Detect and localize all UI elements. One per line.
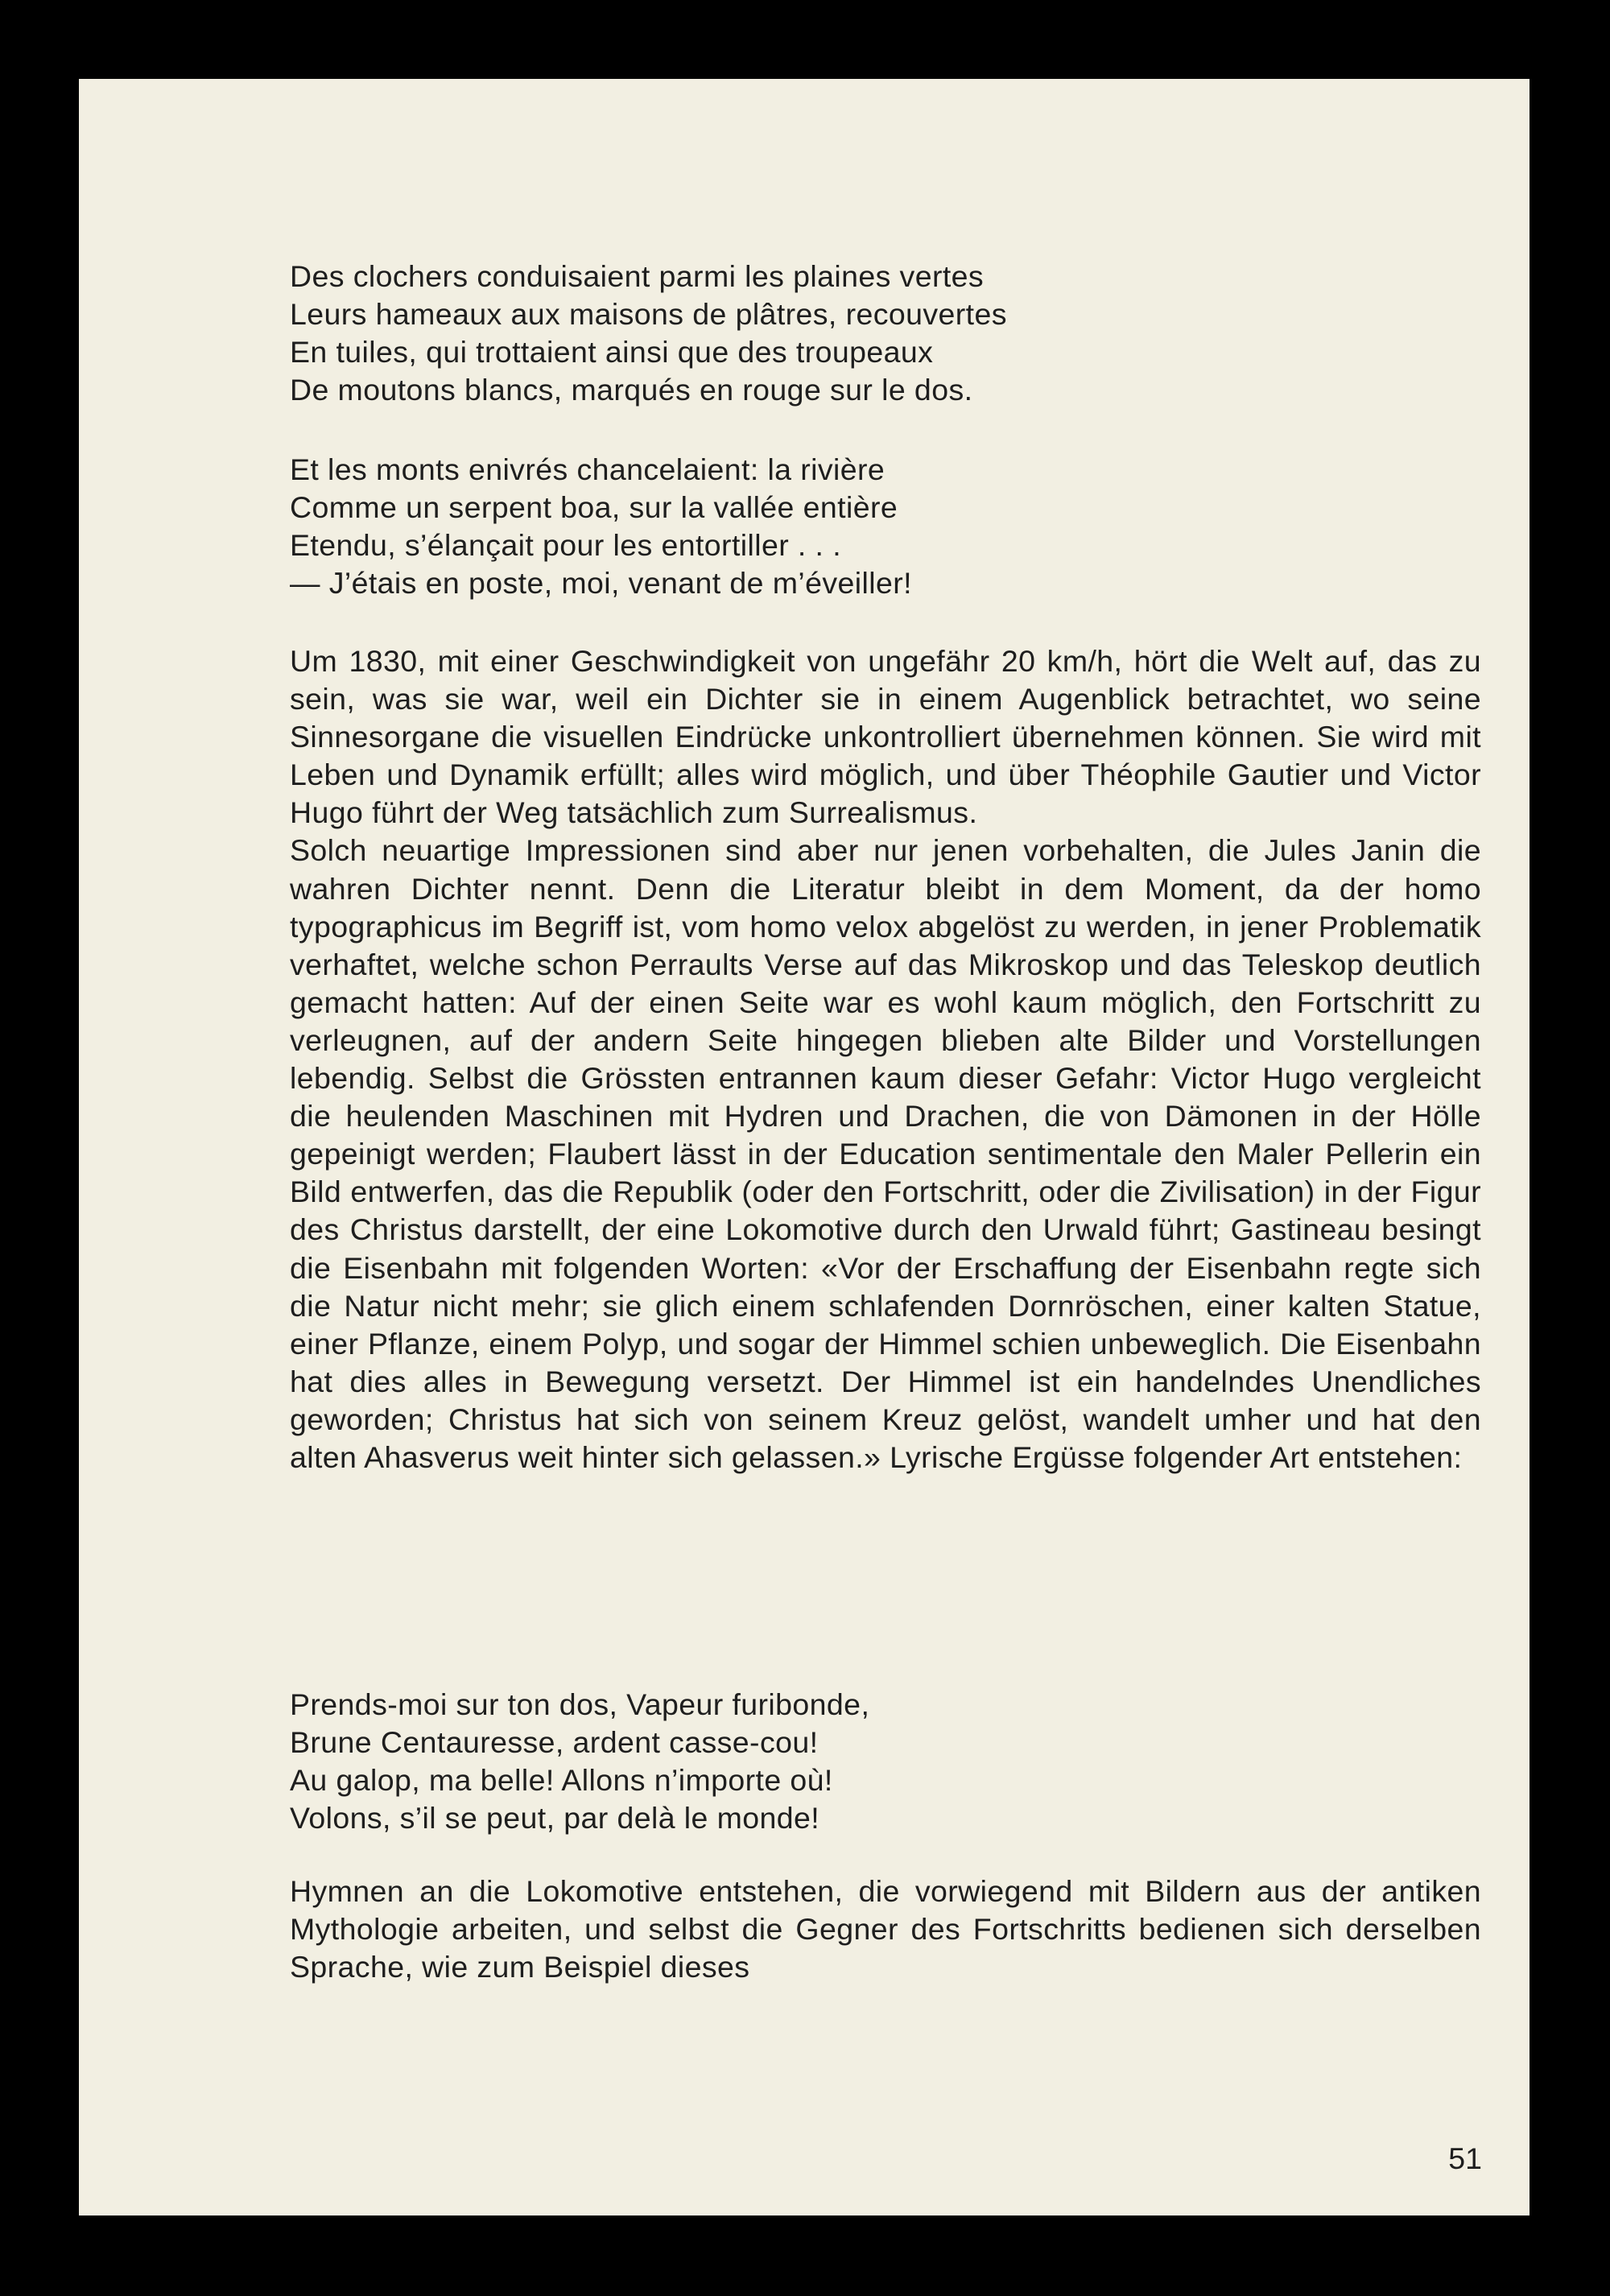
- poem-line: Au galop, ma belle! Allons n’importe où!: [290, 1763, 833, 1797]
- poem-line: Etendu, s’élançait pour les entortiller . . .: [290, 528, 842, 562]
- poem-line: Comme un serpent boa, sur la vallée entière: [290, 490, 898, 524]
- poem-line: En tuiles, qui trottaient ainsi que des troupeaux: [290, 335, 934, 369]
- prose-section-1: [290, 642, 1481, 1476]
- poem-stanza-3: [290, 1686, 1481, 1837]
- poem-line: De moutons blancs, marqués en rouge sur le dos.: [290, 373, 973, 407]
- poem-stanza-1: [290, 258, 1481, 409]
- page-number: 51: [1448, 2141, 1482, 2175]
- paragraph: Solch neuartige Impressionen sind aber nur jenen vorbehalten, die Jules Janin die wahren Dichter nennt. Denn die Literatur bleibt in dem Moment, da der homo typographicus im Begriff ist, vom homo velox abgelöst zu werden, in jener Problematik verhaftet, welche schon Perraults Verse auf das Mikroskop und das Teleskop deutlich gemacht hatten: Auf der einen Seite war es wohl kaum möglich, den Fortschritt zu verleugnen, auf der andern Seite hingegen blieben alte Bilder und Vorstellungen lebendig. Selbst die Grössten entrannen kaum dieser Gefahr: Victor Hugo vergleicht die heulenden Maschinen mit Hydren und Drachen, die von Dämonen in der Hölle gepeinigt werden; Flaubert lässt in der Education sentimentale den Maler Pellerin ein Bild entwerfen, das die Republik (oder den Fortschritt, oder die Zivilisation) in der Figur des Christus darstellt, der eine Lokomotive durch den Urwald führt; Gastineau besingt die Eisenbahn mit folgenden Worten: «Vor der Erschaffung der Eisenbahn regte sich die Natur nicht mehr; sie glich einem schlafenden Dornröschen, einer kalten Statue, einer Pflanze, einem Polyp, und sogar der Himmel schien unbeweglich. Die Eisenbahn hat dies alles in Bewegung versetzt. Der Himmel ist ein handelndes Unendliches geworden; Christus hat sich von seinem Kreuz gelöst, wandelt umher und hat den alten Ahasverus weit hinter sich gelassen.» Lyrische Ergüsse folgender Art entstehen:: [290, 833, 1481, 1474]
- poem-line: Volons, s’il se peut, par delà le monde!: [290, 1801, 820, 1835]
- poem-line: Brune Centauresse, ardent casse-cou!: [290, 1725, 819, 1759]
- poem-line: Des clochers conduisaient parmi les plaines vertes: [290, 259, 985, 293]
- book-page: [79, 79, 1530, 2215]
- poem-line: Prends-moi sur ton dos, Vapeur furibonde,: [290, 1687, 870, 1721]
- poem-line: — J’étais en poste, moi, venant de m’éveiller!: [290, 566, 912, 600]
- poem-stanza-2: [290, 451, 1481, 602]
- poem-line: Et les monts enivrés chancelaient: la rivière: [290, 452, 886, 486]
- poem-line: Leurs hameaux aux maisons de plâtres, recouvertes: [290, 297, 1007, 331]
- prose-section-2: [290, 1873, 1481, 1986]
- paragraph: Um 1830, mit einer Geschwindigkeit von ungefähr 20 km/h, hört die Welt auf, das zu sein, was sie war, weil ein Dichter sie in einem Augenblick betrachtet, wo seine Sinnesorgane die visuellen Eindrücke unkontrolliert übernehmen können. Sie wird mit Leben und Dynamik erfüllt; alles wird möglich, und über Théophile Gautier und Victor Hugo führt der Weg tatsächlich zum Surrealismus.: [290, 644, 1481, 830]
- paragraph: Hymnen an die Lokomotive entstehen, die vorwiegend mit Bildern aus der antiken Mythologie arbeiten, und selbst die Gegner des Fortschritts bedienen sich derselben Sprache, wie zum Beispiel dieses: [290, 1874, 1481, 1984]
